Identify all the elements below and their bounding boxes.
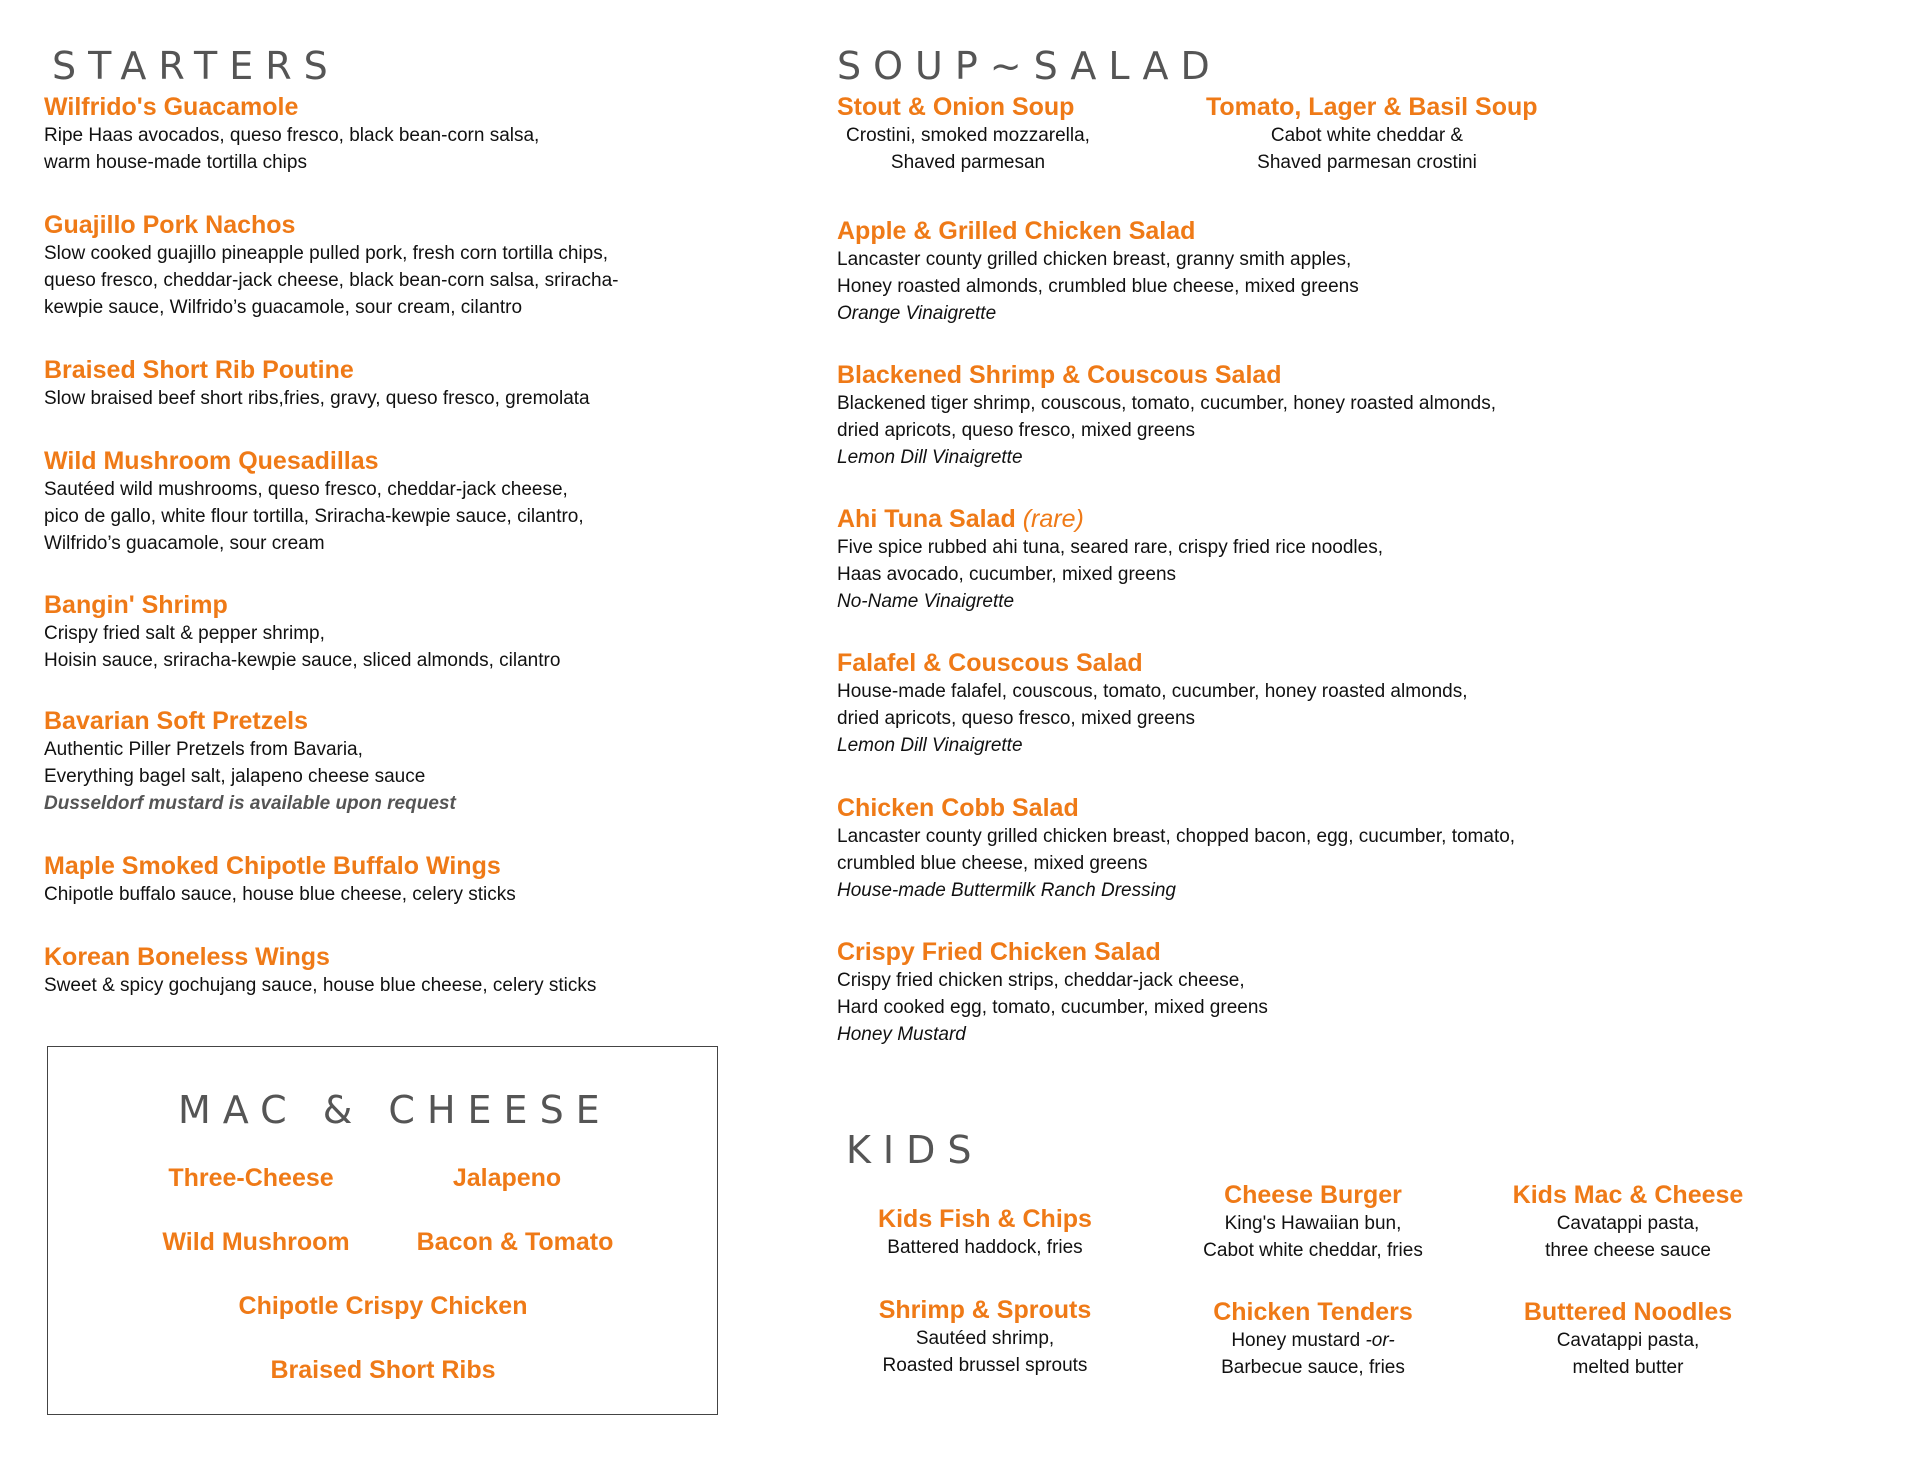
item-description: Lancaster county grilled chicken breast, granny smith apples, Honey roasted almonds, crumbled blue cheese, mixed greens bbox=[837, 249, 1359, 297]
soup-item bbox=[1206, 92, 1538, 176]
kids-item bbox=[825, 1295, 1145, 1379]
menu-item bbox=[44, 706, 864, 817]
menu-item bbox=[44, 355, 864, 412]
dressing-note: Honey Mustard bbox=[837, 1024, 966, 1045]
item-description: Slow braised beef short ribs,fries, gravy, queso fresco, gremolata bbox=[44, 388, 590, 409]
item-name-suffix: (rare) bbox=[1022, 505, 1084, 533]
menu-item bbox=[44, 590, 864, 674]
item-name: Guajillo Pork Nachos bbox=[44, 211, 296, 239]
item-description: Sautéed wild mushrooms, queso fresco, cheddar-jack cheese, pico de gallo, white flour tortilla, Sriracha-kewpie sauce, cilantro, Wilfrido’s guacamole, sour cream bbox=[44, 479, 584, 554]
menu-item bbox=[837, 216, 1737, 327]
item-description-line: Barbecue sauce, fries bbox=[1221, 1357, 1405, 1378]
mac-option: Three-Cheese bbox=[168, 1164, 334, 1192]
item-name: Korean Boneless Wings bbox=[44, 943, 330, 971]
mac-option: Braised Short Ribs bbox=[270, 1356, 496, 1384]
item-name: Falafel & Couscous Salad bbox=[837, 649, 1143, 677]
item-name: Tomato, Lager & Basil Soup bbox=[1206, 93, 1538, 121]
item-name: Crispy Fried Chicken Salad bbox=[837, 938, 1161, 966]
menu-item bbox=[44, 851, 864, 908]
item-name: Wild Mushroom Quesadillas bbox=[44, 447, 379, 475]
menu-item bbox=[44, 210, 864, 321]
kids-item bbox=[1468, 1180, 1788, 1264]
item-description: Blackened tiger shrimp, couscous, tomato, cucumber, honey roasted almonds, dried apricots, queso fresco, mixed greens bbox=[837, 393, 1497, 441]
item-description: Authentic Piller Pretzels from Bavaria, Everything bagel salt, jalapeno cheese sauce bbox=[44, 739, 426, 787]
dressing-note: House-made Buttermilk Ranch Dressing bbox=[837, 880, 1176, 901]
kids-item bbox=[1153, 1297, 1473, 1381]
menu-item bbox=[837, 793, 1737, 904]
description-text: Honey mustard bbox=[1231, 1330, 1366, 1351]
item-description: Slow cooked guajillo pineapple pulled pork, fresh corn tortilla chips, queso fresco, cheddar-jack cheese, black bean-corn salsa, sriracha- kewpie sauce, Wilfrido’s guacamole, sour cream, cilantro bbox=[44, 243, 619, 318]
item-name: Maple Smoked Chipotle Buffalo Wings bbox=[44, 852, 501, 880]
item-description: Cabot white cheddar & Shaved parmesan crostini bbox=[1257, 125, 1477, 173]
item-name: Buttered Noodles bbox=[1523, 1298, 1733, 1326]
kids-item bbox=[1468, 1297, 1788, 1381]
item-name: Shrimp & Sprouts bbox=[878, 1296, 1092, 1324]
item-name: Chicken Cobb Salad bbox=[837, 794, 1079, 822]
dressing-note: No-Name Vinaigrette bbox=[837, 591, 1015, 612]
item-name: Ahi Tuna Salad bbox=[837, 505, 1016, 533]
item-name: Bangin' Shrimp bbox=[44, 591, 228, 619]
soup-salad-title: SOUP~SALAD bbox=[837, 44, 1222, 88]
dressing-note: Lemon Dill Vinaigrette bbox=[837, 735, 1023, 756]
item-description: Cavatappi pasta, three cheese sauce bbox=[1545, 1213, 1711, 1261]
item-name: Blackened Shrimp & Couscous Salad bbox=[837, 361, 1282, 389]
mac-option: Bacon & Tomato bbox=[416, 1228, 614, 1256]
mac-option: Chipotle Crispy Chicken bbox=[238, 1292, 528, 1320]
item-description: Crostini, smoked mozzarella, Shaved parmesan bbox=[846, 125, 1090, 173]
item-description: Chipotle buffalo sauce, house blue cheese, celery sticks bbox=[44, 884, 516, 905]
item-note: Dusseldorf mustard is available upon request bbox=[44, 793, 456, 814]
item-description: Battered haddock, fries bbox=[887, 1237, 1083, 1258]
item-name: Wilfrido's Guacamole bbox=[44, 93, 299, 121]
item-description: King's Hawaiian bun, Cabot white cheddar, fries bbox=[1203, 1213, 1423, 1261]
item-name: Bavarian Soft Pretzels bbox=[44, 707, 308, 735]
dressing-note: Orange Vinaigrette bbox=[837, 303, 997, 324]
item-description: Cavatappi pasta, melted butter bbox=[1556, 1330, 1700, 1378]
item-description: Five spice rubbed ahi tuna, seared rare, crispy fried rice noodles, Haas avocado, cucumber, mixed greens bbox=[837, 537, 1383, 585]
menu-item bbox=[837, 360, 1737, 471]
menu-item bbox=[44, 92, 864, 176]
description-or: -or- bbox=[1365, 1330, 1395, 1351]
item-name: Braised Short Rib Poutine bbox=[44, 356, 354, 384]
menu-item bbox=[44, 942, 864, 999]
menu-item bbox=[837, 937, 1737, 1048]
item-description: Ripe Haas avocados, queso fresco, black bean-corn salsa, warm house-made tortilla chips bbox=[44, 125, 540, 173]
item-name-row bbox=[837, 504, 1737, 534]
item-description: Sautéed shrimp, Roasted brussel sprouts bbox=[882, 1328, 1088, 1376]
item-name: Cheese Burger bbox=[1224, 1181, 1402, 1209]
item-description: Lancaster county grilled chicken breast, chopped bacon, egg, cucumber, tomato, crumbled blue cheese, mixed greens bbox=[837, 826, 1516, 874]
mac-option: Wild Mushroom bbox=[162, 1228, 350, 1256]
dressing-note: Lemon Dill Vinaigrette bbox=[837, 447, 1023, 468]
item-name: Apple & Grilled Chicken Salad bbox=[837, 217, 1196, 245]
item-description: House-made falafel, couscous, tomato, cucumber, honey roasted almonds, dried apricots, queso fresco, mixed greens bbox=[837, 681, 1468, 729]
item-name: Kids Mac & Cheese bbox=[1512, 1181, 1744, 1209]
item-description-line bbox=[1153, 1327, 1473, 1354]
soup-item bbox=[837, 92, 1099, 176]
menu-item bbox=[44, 446, 864, 557]
item-description: Crispy fried salt & pepper shrimp, Hoisin sauce, sriracha-kewpie sauce, sliced almonds, cilantro bbox=[44, 623, 561, 671]
item-description: Sweet & spicy gochujang sauce, house blue cheese, celery sticks bbox=[44, 975, 597, 996]
menu-item bbox=[837, 504, 1737, 615]
mac-cheese-title: MAC & CHEESE bbox=[178, 1088, 612, 1132]
item-name: Kids Fish & Chips bbox=[878, 1205, 1092, 1233]
kids-item bbox=[1153, 1180, 1473, 1264]
mac-option: Jalapeno bbox=[452, 1164, 562, 1192]
item-name: Chicken Tenders bbox=[1213, 1298, 1413, 1326]
kids-title: KIDS bbox=[846, 1128, 984, 1172]
item-description: Crispy fried chicken strips, cheddar-jack cheese, Hard cooked egg, tomato, cucumber, mixed greens bbox=[837, 970, 1268, 1018]
starters-title: STARTERS bbox=[52, 44, 340, 88]
kids-item bbox=[825, 1204, 1145, 1261]
item-name: Stout & Onion Soup bbox=[837, 93, 1075, 121]
menu-item bbox=[837, 648, 1737, 759]
